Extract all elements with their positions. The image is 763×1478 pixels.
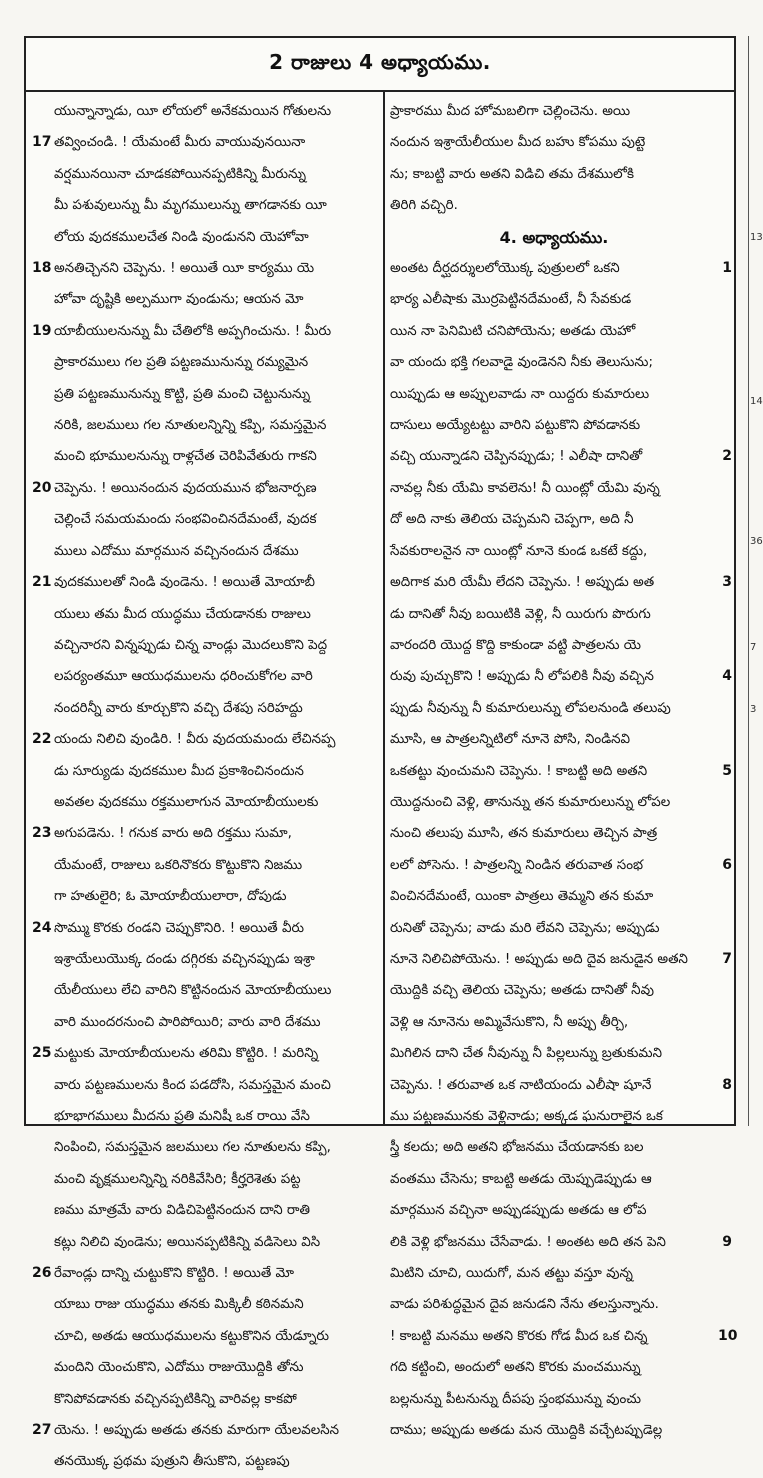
verse-number: 20 xyxy=(32,479,52,496)
verse-number: 26 xyxy=(32,1265,52,1282)
text-line xyxy=(32,1132,376,1163)
text-line xyxy=(390,1289,732,1320)
verse-number: 17 xyxy=(32,134,52,151)
verse-number: 23 xyxy=(32,825,52,842)
line-text: చెప్పెను. ! తరువాత ఒక నాటియందు ఎలీషా షూనే xyxy=(390,1077,652,1093)
line-text: యేలీయులు లేచి వారిని కొట్టినందున మోయాబీయులు xyxy=(54,983,332,999)
text-line xyxy=(390,1007,732,1038)
verse-number: 4 xyxy=(722,668,732,685)
text-line xyxy=(390,661,732,692)
line-text: వారందరి యొద్ద కొద్ది కాకుండా వట్టి పాత్రలను యె xyxy=(390,637,641,653)
text-line xyxy=(32,347,376,378)
line-text: గది కట్టించి, అందులో అతని కొరకు మంచమున్ను xyxy=(390,1360,641,1376)
line-text: నందరిన్నీ వారు కూర్చుకొని వచ్చి దేశపు సరిహద్దు xyxy=(54,700,303,716)
text-line xyxy=(32,567,376,598)
text-line xyxy=(390,504,732,535)
text-line xyxy=(32,1070,376,1101)
line-text: భూభాగములు మీదను ప్రతి మనిషీ ఒక రాయి వేసి xyxy=(54,1109,310,1124)
line-text: యేమంటే, రాజులు ఒకరినొకరు కొట్టుకొని నిజము xyxy=(54,857,303,873)
line-text: డు దానితో నీవు బయిటికి వెళ్లి, నీ యిరుగు పొరుగు xyxy=(390,606,651,622)
page-title: 2 రాజులు 4 అధ్యాయము. xyxy=(269,49,491,74)
line-text: లపర్యంతమూ ఆయుధములను ధరించుకోగల వారి xyxy=(54,669,313,685)
line-text: మిగిలిన దాని చేత నీవున్ను నీ పిల్లలున్ను బ్రతుకుమని xyxy=(390,1046,662,1062)
text-line xyxy=(32,316,376,347)
text-line xyxy=(32,693,376,724)
line-text: మీ పశువులున్ను మీ మృగములున్ను తాగడానకు యీ xyxy=(54,198,327,214)
line-text: వుదకములతో నిండి వుండెను. ! అయితే మోయాబీ xyxy=(54,575,315,591)
text-line xyxy=(390,1038,732,1069)
verse-number: 6 xyxy=(722,856,732,873)
verse-number: 22 xyxy=(32,731,52,748)
line-text: దో అది నాకు తెలియ చెప్పమని చెప్పగా, అది నీ xyxy=(390,512,634,528)
verse-number: 2 xyxy=(722,448,732,465)
text-line xyxy=(390,693,732,724)
text-line xyxy=(390,1384,732,1415)
line-text: మందిని యెంచుకొని, ఎదోము రాజుయొద్దికి తోను xyxy=(54,1360,304,1376)
text-line xyxy=(390,756,732,787)
line-text: ను; కాబట్టి వారు అతని విడిచి తమ దేశములోకి xyxy=(390,166,634,182)
text-line xyxy=(390,630,732,661)
line-text: నరికి, జలములు గల నూతులన్నిన్ని కప్పి, సమస్తమైన xyxy=(54,418,327,434)
line-text: గా హతులైరి; ఓ మోయాబీయులారా, దోపుడు xyxy=(54,889,287,905)
text-line xyxy=(390,127,732,158)
line-text: యొద్దనుంచి వెళ్లి, తానున్ను తన కుమారులున్ను లోపల xyxy=(390,794,671,810)
line-text: బల్లనున్ను పీటనున్ను దీపపు స్తంభమున్ను వుంచు xyxy=(390,1391,642,1407)
text-line xyxy=(390,536,732,567)
text-line xyxy=(390,1227,732,1258)
page-edge-line xyxy=(748,36,749,1126)
text-line xyxy=(390,975,732,1006)
line-text: యున్నాన్నాడు, యీ లోయలో అనేకమయిన గోతులను xyxy=(54,104,332,119)
text-line xyxy=(390,1164,732,1195)
verse-number: 8 xyxy=(722,1076,732,1093)
verse-number: 1 xyxy=(722,260,732,277)
line-text: భార్య ఎలీషాకు మొర్రపెట్టినదేమంటే, నీ సేవకుడ xyxy=(390,292,632,308)
line-text: ము పట్టణమునకు వెళ్లినాడు; అక్కడ ఘనురాలైన ఒక xyxy=(390,1109,663,1124)
text-line xyxy=(390,850,732,881)
line-text: తనయొక్క ప్రథమ పుత్రుని తీసుకొని, పట్టణపు xyxy=(54,1454,290,1470)
line-text: యొద్దికి వచ్చి తెలియ చెప్పెను; అతడు దానితో నీవు xyxy=(390,983,654,999)
verse-number: 24 xyxy=(32,919,52,936)
line-text: యాబీయులనున్ను మీ చేతిలోకి అప్పగించును. ! మీరు xyxy=(54,323,332,339)
line-text: అవతల వుదకము రక్తములాగున మోయాబీయులకు xyxy=(54,794,319,810)
line-text: వచ్చినారని విన్నప్పుడు చిన్న వాండ్లు మొదలుకొని పెద్ద xyxy=(54,637,328,653)
line-text: డు సూర్యుడు వుదకముల మీద ప్రకాశించినందున xyxy=(54,763,304,779)
text-line xyxy=(32,127,376,158)
line-text: ప్రాకారములు గల ప్రతి పట్టణమునున్ను రమ్యమైన xyxy=(54,355,309,371)
text-line xyxy=(32,410,376,441)
line-text: మార్గమున వచ్చినా అప్పుడప్పుడు అతడు ఆ లోప xyxy=(390,1203,647,1219)
text-line xyxy=(390,913,732,944)
line-text: దాసులు అయ్యేటట్టు వారిని పట్టుకొని పోవడానకు xyxy=(390,418,641,434)
text-line xyxy=(390,159,732,190)
line-text: వించినదేమంటే, యింకా పాత్రలు తెమ్మని తన కుమా xyxy=(390,889,654,905)
text-line xyxy=(390,1195,732,1226)
text-line xyxy=(390,567,732,598)
text-line xyxy=(32,1195,376,1226)
margin-mark: 7 xyxy=(750,642,757,653)
left-column xyxy=(32,96,376,1470)
right-column xyxy=(390,96,738,1439)
text-line xyxy=(32,222,376,253)
line-text: అదిగాక మరి యేమీ లేదని చెప్పెను. ! అప్పుడు అత xyxy=(390,575,655,591)
line-text: ప్రతి పట్టణమునున్ను కొట్టి, ప్రతి మంచి చెట్టునున్ను xyxy=(54,386,311,402)
text-line xyxy=(390,1132,732,1163)
text-line xyxy=(32,850,376,881)
text-line xyxy=(390,441,732,472)
line-text: వారి ముందరనుంచి పారిపోయిరి; వారు వారి దేశము xyxy=(54,1014,321,1030)
line-text: స్త్రీ కలదు; అది అతని భోజనము చేయడానకు బల xyxy=(390,1140,644,1156)
line-text: యందు నిలిచి వుండిరి. ! వీరు వుదయమందు లేచినప్ప xyxy=(54,732,336,748)
text-line xyxy=(390,1321,738,1352)
text-line xyxy=(390,1258,732,1289)
text-line xyxy=(32,787,376,818)
text-line xyxy=(32,975,376,1006)
text-line xyxy=(32,661,376,692)
line-text: నావల్ల నీకు యేమి కావలెను! నీ యింట్లో యేమి వున్న xyxy=(390,480,660,496)
line-text: హోవా దృష్టికి అల్పముగా వుండును; ఆయన మో xyxy=(54,292,304,308)
text-line xyxy=(390,1415,732,1446)
line-text: మంచి భూములనున్ను రాళ్లచేత చెరిపివేతురు గాకని xyxy=(54,449,317,465)
line-text: యెను. ! అప్పుడు అతడు తనకు మారుగా యేలవలసిన xyxy=(54,1423,340,1439)
line-text: అనతిచ్చెనని చెప్పెను. ! అయితే యీ కార్యము యె xyxy=(54,261,315,277)
text-line xyxy=(32,441,376,472)
verse-number: 27 xyxy=(32,1422,52,1439)
text-line xyxy=(32,1164,376,1195)
verse-number: 25 xyxy=(32,1045,52,1062)
text-line xyxy=(32,944,376,975)
line-text: కొనిపోవడానకు వచ్చినప్పటికిన్ని వారివల్ల కాకపో xyxy=(54,1391,297,1407)
line-text: రువు పుచ్చుకొని ! అప్పుడు నీ లోపలికి నీవు వచ్చిన xyxy=(390,669,654,685)
verse-number: 10 xyxy=(718,1327,738,1344)
text-line xyxy=(32,756,376,787)
verse-number: 19 xyxy=(32,322,52,339)
text-line xyxy=(32,473,376,504)
text-line xyxy=(32,1446,376,1477)
text-line xyxy=(390,787,732,818)
line-text: మూసి, ఆ పాత్రలన్నిటిలో నూనె పోసి, నిండినవి xyxy=(390,732,631,748)
page-header xyxy=(26,38,734,92)
line-text: నూనె నిలిచిపోయెను. ! అప్పుడు అది దైవ జనుడైన అతని xyxy=(390,951,688,967)
text-line xyxy=(390,379,732,410)
text-line xyxy=(32,1258,376,1289)
text-line xyxy=(390,253,732,284)
line-text: యిప్పుడు ఆ అప్పులవాడు నా యిద్దరు కుమారులు xyxy=(390,386,650,402)
line-text: లలో పోసెను. ! పాత్రలన్ని నిండిన తరువాత సంభ xyxy=(390,857,644,873)
line-text: యాబు రాజు యుద్ధము తనకు మిక్కిలీ కఠినమని xyxy=(54,1297,304,1313)
text-line xyxy=(32,913,376,944)
text-line xyxy=(32,159,376,190)
text-line xyxy=(32,379,376,410)
text-line xyxy=(390,724,732,755)
text-line xyxy=(390,1352,732,1383)
line-text: కట్లు నిలిచి వుండెను; అయినప్పటికిన్ని వడిసెలు విసి xyxy=(54,1234,321,1250)
text-line xyxy=(390,1070,732,1101)
line-text: నింపించి, సమస్తమైన జలములు గల నూతులను కప్పి, xyxy=(54,1140,331,1156)
verse-number: 18 xyxy=(32,260,52,277)
text-line xyxy=(390,881,732,912)
line-text: నందున ఇశ్రాయేలీయుల మీద బహు కోపము పుట్టె xyxy=(390,135,646,151)
text-line xyxy=(390,410,732,441)
line-text: చెప్పెను. ! అయినందున వుదయమున భోజనార్పణ xyxy=(54,480,317,496)
line-text: ణము మాత్రమే వారు విడిచిపెట్టినందున దాని రాతి xyxy=(54,1203,310,1219)
text-line xyxy=(32,1415,376,1446)
line-text: వర్షమునయినా చూడకపోయినప్పటికిన్ని మీరున్ను xyxy=(54,166,307,182)
line-text: మంచి వృక్షములన్నిన్ని నరికివేసిరి; కీర్హరెశెతు పట్ట xyxy=(54,1171,301,1187)
line-text: చెల్లించే సమయమందు సంభవించినదేమంటే, వుదక xyxy=(54,512,317,528)
verse-number: 9 xyxy=(722,1233,732,1250)
line-text: రునితో చెప్పెను; వాడు మరి లేవని చెప్పెను; అప్పుడు xyxy=(390,920,660,936)
line-text: తవ్వించండి. ! యేమంటే మీరు వాయువునయినా xyxy=(54,135,306,151)
text-line xyxy=(390,473,732,504)
text-line xyxy=(32,881,376,912)
column-divider xyxy=(383,90,385,1124)
text-line xyxy=(32,724,376,755)
text-line xyxy=(390,944,732,975)
line-text: వారు పట్టణములను కింద పడదోసి, సమస్తమైన మంచి xyxy=(54,1077,331,1093)
verse-number: 3 xyxy=(722,574,732,591)
line-text: యిన నా పెనిమిటి చనిపోయెను; అతడు యెహో xyxy=(390,323,636,339)
line-text: ప్రాకారము మీద హోమబలిగా చెల్లించెను. అయి xyxy=(390,104,631,119)
line-text: ప్పుడు నీవున్ను నీ కుమారులున్ను లోపలనుండి తలుపు xyxy=(390,700,671,716)
line-text: వెళ్లి ఆ నూనెను అమ్మివేసుకొని, నీ అప్పు తీర్చి, xyxy=(390,1014,629,1030)
line-text: మిటిని చూచి, యిదుగో, మన తట్టు వస్తూ వున్న xyxy=(390,1266,633,1282)
verse-number: 5 xyxy=(722,762,732,779)
text-line xyxy=(390,599,732,630)
line-text: చూచి, అతడు ఆయుధములను కట్టుకొనిన యేడ్నూరు xyxy=(54,1328,329,1344)
line-text: వా యందు భక్తి గలవాడై వుండెనని నీకు తెలుసును; xyxy=(390,355,653,371)
line-text: దాము; అప్పుడు అతడు మన యొద్దికి వచ్చేటప్పుడెల్ల xyxy=(390,1423,663,1439)
line-text: అంతట దీర్ఘదర్శులలోయొక్క పుత్రులలో ఒకని xyxy=(390,261,620,277)
text-line xyxy=(32,96,376,127)
page-frame xyxy=(24,36,738,1470)
text-line xyxy=(32,536,376,567)
text-line xyxy=(390,1101,732,1132)
line-text: సొమ్ము కొరకు రండని చెప్పుకొనిరి. ! అయితే వీరు xyxy=(54,920,305,936)
line-text: ఇశ్రాయేలుయొక్క దండు దగ్గిరకు వచ్చినప్పుడు ఇశ్రా xyxy=(54,951,315,967)
text-line xyxy=(32,1321,376,1352)
right-column-top xyxy=(390,96,732,222)
text-line xyxy=(32,599,376,630)
line-text: ములు ఎదోము మార్గమున వచ్చినందున దేశము xyxy=(54,543,299,559)
verse-number: 21 xyxy=(32,574,52,591)
verse-number: 7 xyxy=(722,950,732,967)
right-column-bottom xyxy=(390,253,738,1446)
text-line xyxy=(390,96,732,127)
text-line xyxy=(32,630,376,661)
line-text: లోయ వుదకములచేత నిండి వుండునని యెహోవా xyxy=(54,229,309,245)
line-text: మట్టుకు మోయాబీయులను తరిమి కొట్టిరి. ! మరిన్ని xyxy=(54,1046,319,1062)
line-text: వచ్చి యున్నాడని చెప్పినప్పుడు; ! ఎలీషా దానితో xyxy=(390,449,643,465)
text-line xyxy=(32,504,376,535)
line-text: వాడు పరిశుద్ధమైన దైవ జనుడని నేను తలస్తున్నాను. xyxy=(390,1297,659,1313)
text-line xyxy=(32,1384,376,1415)
line-text: సేవకురాలనైన నా యింట్లో నూనె కుండ ఒకటే కద్దు, xyxy=(390,543,648,559)
line-text: ఒకతట్టు వుంచుమని చెప్పెను. ! కాబట్టి అది అతని xyxy=(390,763,648,779)
line-text: ! కాబట్టి మనము అతని కొరకు గోడ మీద ఒక చిన్న xyxy=(390,1328,648,1344)
text-line xyxy=(390,284,732,315)
margin-mark: 3 xyxy=(750,704,757,715)
text-line xyxy=(32,1101,376,1132)
line-text: యులు తమ మీద యుద్ధము చేయడానకు రాజులు xyxy=(54,606,311,622)
text-line xyxy=(32,1289,376,1320)
text-line xyxy=(32,1038,376,1069)
line-text: నుంచి తలుపు మూసి, తన కుమారులు తెచ్చిన పాత్ర xyxy=(390,826,658,842)
text-line xyxy=(32,1352,376,1383)
margin-mark: 13 xyxy=(750,232,763,243)
text-line xyxy=(32,253,376,284)
line-text: తిరిగి వచ్చిరి. xyxy=(390,198,458,214)
line-text: అగుపడెను. ! గనుక వారు అది రక్తము సుమా, xyxy=(54,826,292,842)
text-line xyxy=(32,190,376,221)
text-line xyxy=(32,284,376,315)
chapter-heading: 4. అధ్యాయము. xyxy=(499,227,609,247)
line-text: రేవాండ్లు దాన్ని చుట్టుకొని కొట్టిరి. ! అయితే మో xyxy=(54,1266,294,1282)
margin-mark: 14 xyxy=(750,396,763,407)
margin-mark: 36 xyxy=(750,536,763,547)
line-text: లికి వెళ్లి భోజనము చేసేవాడు. ! అంతట అది తన పెని xyxy=(390,1234,666,1250)
text-line xyxy=(32,1007,376,1038)
text-line xyxy=(390,818,732,849)
text-line xyxy=(32,818,376,849)
text-line xyxy=(32,1227,376,1258)
text-line xyxy=(390,347,732,378)
line-text: వంతము చేసెను; కాబట్టి అతడు యెప్పుడెప్పుడు ఆ xyxy=(390,1171,652,1187)
text-line xyxy=(390,190,732,221)
text-line xyxy=(390,316,732,347)
